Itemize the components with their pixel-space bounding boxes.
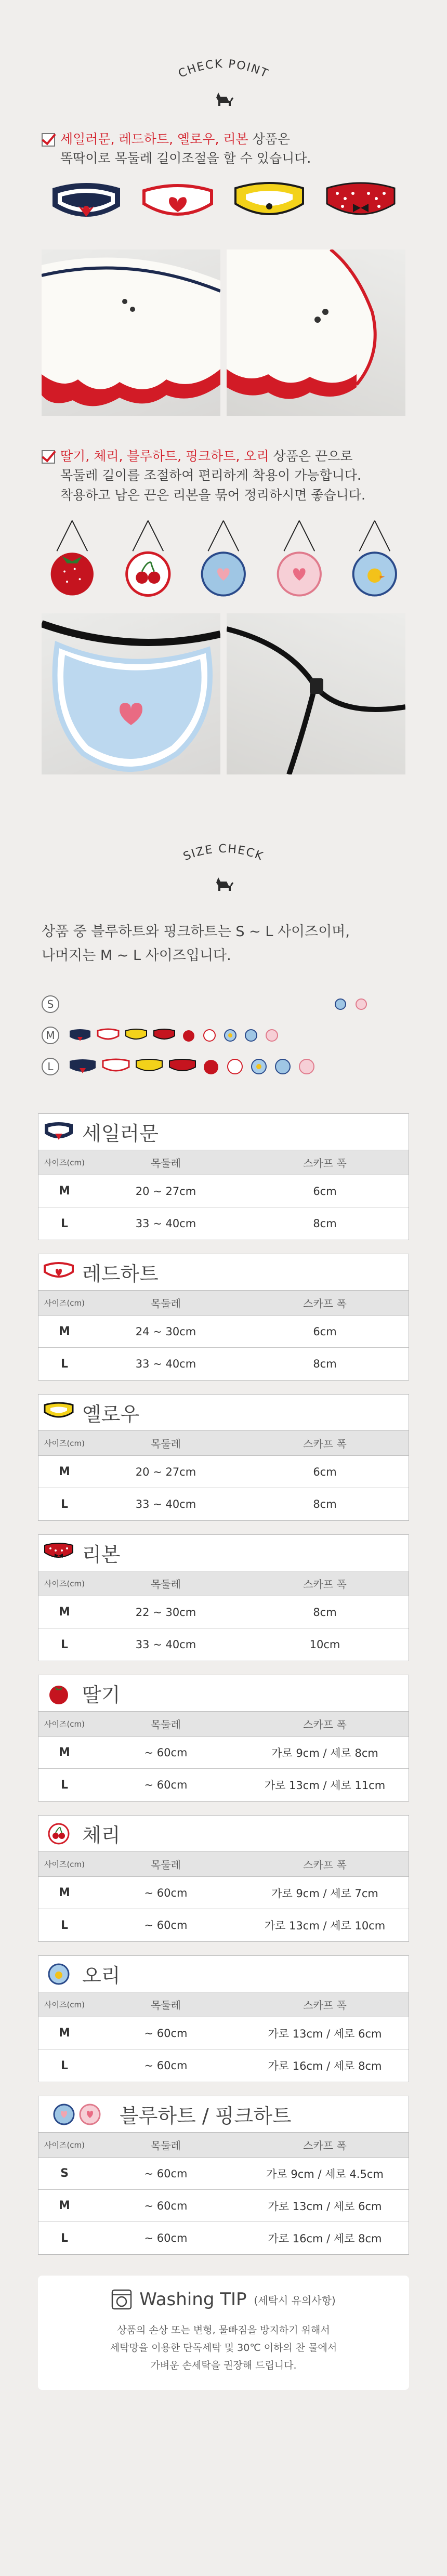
- size-cell: L: [60, 1357, 69, 1371]
- size-cell: L: [60, 1497, 69, 1511]
- table-row: [38, 1456, 409, 1488]
- yellow-icon: [135, 1058, 163, 1075]
- size-table-header: [38, 2096, 409, 2133]
- width-cell: 가로 13cm / 세로 11cm: [264, 1779, 386, 1792]
- size-row-m: [42, 1020, 405, 1051]
- size-table: [38, 1815, 409, 1942]
- size-cell: L: [60, 2231, 69, 2245]
- size-table: [38, 1113, 409, 1240]
- bib-detail-photo-2: [227, 613, 405, 774]
- blue-heart-small-icon: [333, 998, 348, 1010]
- column-size: 사이즈(cm): [44, 1860, 85, 1869]
- size-check-header: [0, 774, 447, 920]
- size-table: [38, 1254, 409, 1381]
- strawberry-bib-icon: [38, 1675, 79, 1712]
- size-cell: M: [59, 1325, 70, 1338]
- column-width: 스카프 폭: [303, 1438, 347, 1450]
- column-headers: [38, 1150, 409, 1175]
- width-cell: 가로 16cm / 세로 8cm: [268, 2232, 382, 2245]
- neck-cell: 33 ~ 40cm: [135, 1638, 196, 1651]
- check-point-title: [146, 47, 301, 88]
- size-cell: L: [60, 1638, 69, 1651]
- neck-cell: ~ 60cm: [144, 1746, 188, 1759]
- bib-detail-photo-1: [42, 613, 220, 774]
- check-point-line5: 착용하고 남은 끈은 리본을 묶어 정리하시면 좋습니다.: [60, 488, 365, 503]
- check-point-section: 세일러문, 레드하트, 옐로우, 리본 상품은 똑딱이로 목둘레 길이조절을 할 수 있습니다. 딸기, 체리, 블루하트, 핑크하트, 오리 상품은 끈으로 목둘레 길이를 조절하여 편리하게 착용이 가능합니다. 착용하고 남은 끈은 리본을 묶어 정리하시면 좋습니다.: [0, 130, 447, 774]
- column-neck: 목둘레: [151, 1578, 181, 1591]
- column-size: 사이즈(cm): [44, 1719, 85, 1729]
- neck-cell: 22 ~ 30cm: [135, 1606, 196, 1619]
- size-cell: M: [59, 1886, 70, 1899]
- ribbon-icon: [153, 1028, 176, 1043]
- column-headers: [38, 1712, 409, 1737]
- column-width: 스카프 폭: [303, 1859, 347, 1871]
- collar-detail-photos: [42, 249, 405, 416]
- blue-heart-icon: [273, 1057, 292, 1076]
- column-width: 스카프 폭: [303, 1718, 347, 1731]
- table-row: [38, 1737, 409, 1769]
- size-label-s: S: [42, 995, 59, 1013]
- size-cell: S: [60, 2167, 69, 2180]
- size-table-header: [38, 1675, 409, 1712]
- column-size: 사이즈(cm): [44, 1439, 85, 1448]
- check-point-header: [0, 0, 447, 130]
- sailor-icon: [69, 1058, 97, 1075]
- size-table: [38, 1675, 409, 1802]
- width-cell: 가로 9cm / 세로 8cm: [271, 1746, 378, 1759]
- pink-heart-icon: [264, 1028, 280, 1043]
- size-intro: 상품 중 블루하트와 핑크하트는 S ~ L 사이즈이며, 나머지는 M ~ L 사이즈입니다.: [42, 924, 350, 964]
- table-row: [38, 1769, 409, 1801]
- size-cell: L: [60, 2059, 69, 2072]
- column-neck: 목둘레: [151, 1157, 181, 1169]
- collar-detail-photo-2: [227, 249, 405, 416]
- neck-cell: 24 ~ 30cm: [135, 1325, 196, 1338]
- cherry-bib-icon: [38, 1816, 79, 1852]
- column-width: 스카프 폭: [303, 2139, 347, 2152]
- duck-icon: [222, 1028, 238, 1043]
- washing-tip-subtitle: (세탁시 유의사항): [254, 2294, 336, 2307]
- neck-cell: 20 ~ 27cm: [135, 1465, 196, 1478]
- product-name: 세일러문: [82, 1122, 159, 1145]
- size-row-s: [42, 989, 405, 1020]
- width-cell: 가로 16cm / 세로 8cm: [268, 2060, 382, 2072]
- column-neck: 목둘레: [151, 1438, 181, 1450]
- width-cell: 가로 9cm / 세로 7cm: [271, 1887, 378, 1900]
- highlight-products-1: 세일러문, 레드하트, 옐로우, 리본: [60, 132, 248, 147]
- collar-products-row: [42, 178, 405, 235]
- column-size: 사이즈(cm): [44, 1579, 85, 1588]
- collar-detail-photo-1: [42, 249, 220, 416]
- table-row: [38, 1316, 409, 1348]
- table-row: [38, 1909, 409, 1941]
- duck-bib-image: [344, 520, 405, 598]
- size-tables: [0, 1098, 447, 2255]
- width-cell: 6cm: [313, 1325, 337, 1338]
- sailor-collar-icon: [38, 1114, 79, 1150]
- blue-heart-icon: [243, 1028, 259, 1043]
- width-cell: 8cm: [313, 1606, 337, 1619]
- yellow-collar-image: [230, 178, 308, 230]
- blue-heart-bib-image: [193, 520, 254, 598]
- column-size: 사이즈(cm): [44, 2140, 85, 2150]
- width-cell: 가로 13cm / 세로 10cm: [264, 1920, 386, 1932]
- neck-cell: ~ 60cm: [144, 2167, 188, 2180]
- product-name: 오리: [82, 1964, 121, 1987]
- neck-cell: ~ 60cm: [144, 2027, 188, 2040]
- size-table: [38, 1394, 409, 1521]
- strawberry-icon: [202, 1057, 220, 1076]
- size-table-header: [38, 1535, 409, 1571]
- size-cell: M: [59, 1465, 70, 1478]
- column-size: 사이즈(cm): [44, 2000, 85, 2009]
- red-heart-icon: [97, 1028, 120, 1043]
- size-cell: M: [59, 1746, 70, 1759]
- product-name: 블루하트 / 핑크하트: [120, 2105, 292, 2127]
- size-cell: L: [60, 1918, 69, 1932]
- width-cell: 8cm: [313, 1358, 337, 1370]
- cherry-icon: [202, 1028, 217, 1043]
- ribbon-collar-image: [322, 178, 400, 230]
- column-neck: 목둘레: [151, 1718, 181, 1731]
- size-cell: L: [60, 1778, 69, 1792]
- size-table-header: [38, 1254, 409, 1291]
- washing-tip-text: 상품의 손상 또는 변형, 물빠짐을 방지하기 위해서 세탁망을 이용한 단독세탁 및 30℃ 이하의 찬 물에서 가벼운 손세탁을 권장해 드립니다.: [110, 2324, 337, 2371]
- width-cell: 10cm: [309, 1638, 340, 1651]
- size-comparison: [0, 968, 447, 1098]
- column-headers: [38, 1571, 409, 1596]
- size-table-header: [38, 1816, 409, 1852]
- svg-text:CHECK POINT: CHECK POINT: [176, 57, 271, 81]
- red-heart-collar-icon: [38, 1254, 79, 1291]
- column-headers: [38, 1852, 409, 1877]
- size-cell: M: [59, 1606, 70, 1619]
- bib-detail-photos: [42, 613, 405, 774]
- check-icon: [42, 450, 55, 464]
- column-headers: [38, 1992, 409, 2017]
- red-heart-collar-image: [139, 178, 217, 230]
- column-width: 스카프 폭: [303, 1157, 347, 1169]
- table-row: [38, 1207, 409, 1240]
- size-row-l: [42, 1051, 405, 1082]
- ribbon-icon: [168, 1058, 196, 1075]
- table-row: [38, 2017, 409, 2049]
- pink-heart-small-icon: [353, 998, 369, 1010]
- table-row: [38, 1175, 409, 1207]
- column-neck: 목둘레: [151, 1297, 181, 1310]
- width-cell: 가로 9cm / 세로 4.5cm: [266, 2167, 384, 2180]
- sailor-icon: [69, 1028, 91, 1043]
- column-size: 사이즈(cm): [44, 1158, 85, 1167]
- product-name: 옐로우: [82, 1403, 140, 1426]
- heart-bib-icon: [38, 2096, 116, 2133]
- size-label-l: L: [42, 1058, 59, 1075]
- check-point-line2: 똑딱이로 목둘레 길이조절을 할 수 있습니다.: [60, 151, 311, 166]
- washing-tip-box: [38, 2276, 409, 2390]
- ribbon-collar-icon: [38, 1535, 79, 1571]
- cherry-icon: [226, 1057, 244, 1076]
- size-table: [38, 1534, 409, 1661]
- size-table-header: [38, 1395, 409, 1431]
- neck-cell: ~ 60cm: [144, 1779, 188, 1791]
- column-neck: 목둘레: [151, 1999, 181, 2012]
- size-table: [38, 2096, 409, 2255]
- yellow-collar-icon: [38, 1395, 79, 1431]
- neck-cell: 33 ~ 40cm: [135, 1217, 196, 1230]
- table-row: [38, 1628, 409, 1661]
- width-cell: 가로 13cm / 세로 6cm: [268, 2200, 382, 2213]
- column-headers: [38, 1291, 409, 1316]
- size-cell: M: [59, 1185, 70, 1198]
- cherry-bib-image: [117, 520, 179, 598]
- check-point-line4: 목둘레 길이를 조절하여 편리하게 착용이 가능합니다.: [60, 468, 361, 483]
- width-cell: 8cm: [313, 1217, 337, 1230]
- column-width: 스카프 폭: [303, 1297, 347, 1310]
- column-width: 스카프 폭: [303, 1999, 347, 2012]
- table-row: [38, 2190, 409, 2222]
- washing-tip-title: Washing TIP: [139, 2289, 247, 2310]
- table-row: [38, 2222, 409, 2254]
- size-table-header: [38, 1114, 409, 1150]
- washing-machine-icon: [111, 2289, 132, 2310]
- strawberry-icon: [181, 1028, 196, 1043]
- neck-cell: ~ 60cm: [144, 1919, 188, 1931]
- strawberry-bib-image: [42, 520, 103, 598]
- neck-cell: ~ 60cm: [144, 1886, 188, 1899]
- sailor-collar-image: [47, 178, 125, 230]
- size-label-m: M: [42, 1027, 59, 1044]
- highlight-products-2: 딸기, 체리, 블루하트, 핑크하트, 오리: [60, 449, 269, 464]
- size-cell: M: [59, 2199, 70, 2212]
- pink-heart-bib-image: [269, 520, 330, 598]
- size-table-header: [38, 1956, 409, 1992]
- neck-cell: ~ 60cm: [144, 2199, 188, 2212]
- width-cell: 가로 13cm / 세로 6cm: [268, 2027, 382, 2040]
- red-heart-icon: [102, 1058, 130, 1075]
- table-row: [38, 1877, 409, 1909]
- neck-cell: 20 ~ 27cm: [135, 1185, 196, 1198]
- duck-icon: [249, 1057, 268, 1076]
- column-neck: 목둘레: [151, 2139, 181, 2152]
- size-check-title: [146, 832, 301, 873]
- table-row: [38, 1488, 409, 1520]
- table-row: [38, 2049, 409, 2082]
- product-name: 리본: [82, 1543, 121, 1566]
- table-row: [38, 1348, 409, 1380]
- neck-cell: 33 ~ 40cm: [135, 1358, 196, 1370]
- column-headers: [38, 2133, 409, 2158]
- size-cell: L: [60, 1217, 69, 1230]
- neck-cell: ~ 60cm: [144, 2059, 188, 2072]
- bib-products-row: [42, 515, 405, 598]
- duck-bib-icon: [38, 1956, 79, 1992]
- neck-cell: ~ 60cm: [144, 2232, 188, 2244]
- width-cell: 6cm: [313, 1465, 337, 1478]
- check-icon: [42, 133, 55, 147]
- size-cell: M: [59, 2027, 70, 2040]
- size-table: [38, 1955, 409, 2082]
- pink-heart-icon: [297, 1057, 316, 1076]
- width-cell: 8cm: [313, 1498, 337, 1510]
- product-name: 체리: [82, 1824, 121, 1847]
- dog-icon: [213, 90, 234, 108]
- column-size: 사이즈(cm): [44, 1298, 85, 1308]
- dog-icon: [213, 875, 234, 893]
- table-row: [38, 1596, 409, 1628]
- yellow-icon: [125, 1028, 148, 1043]
- width-cell: 6cm: [313, 1185, 337, 1198]
- column-width: 스카프 폭: [303, 1578, 347, 1591]
- neck-cell: 33 ~ 40cm: [135, 1498, 196, 1510]
- column-neck: 목둘레: [151, 1859, 181, 1871]
- column-headers: [38, 1431, 409, 1456]
- product-name: 딸기: [82, 1684, 121, 1706]
- product-name: 레드하트: [82, 1263, 159, 1285]
- svg-text:SIZE CHECK: SIZE CHECK: [181, 842, 266, 864]
- table-row: [38, 2158, 409, 2190]
